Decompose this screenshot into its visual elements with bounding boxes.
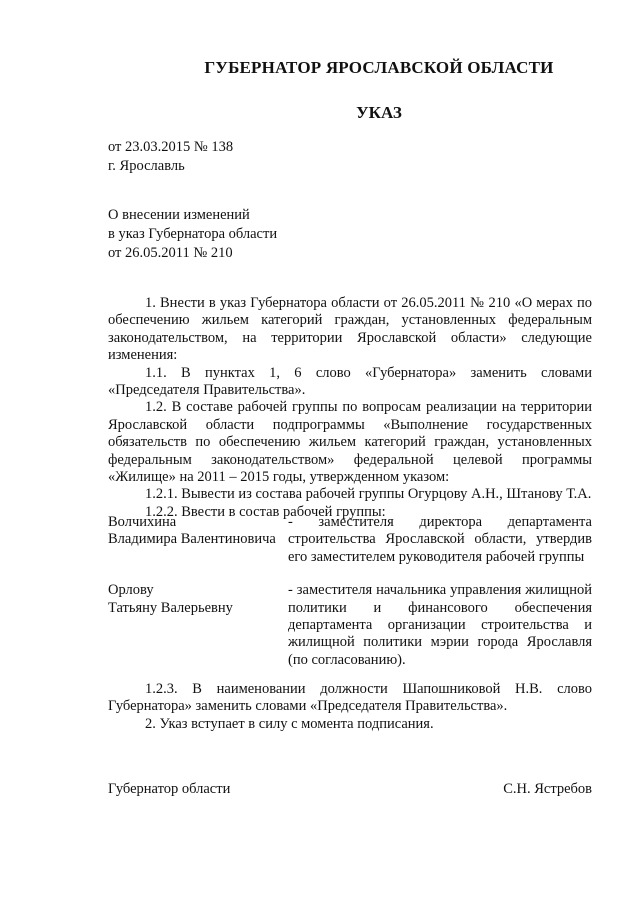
appointee-role: - заместителя начальника управления жилищной политики и финансового обеспечения департамента организации строительства и жилищной политики мэрии города Ярославля (по согласованию). <box>288 582 592 668</box>
appointee-given-names: Владимира Валентиновича <box>108 531 276 548</box>
signature-block <box>108 781 592 798</box>
appointee-role: - заместителя директора департамента строительства Ярославской области, утвердив его заместителем руководителя рабочей группы <box>288 514 592 565</box>
document-meta <box>108 138 233 176</box>
signatory-name: С.Н. Ястребов <box>503 781 592 797</box>
clause-2: 2. Указ вступает в силу с момента подписания. <box>145 715 434 732</box>
clause-1: 1. Внести в указ Губернатора области от 26.05.2011 № 210 «О мерах по обеспечению жильем категорий граждан, установленных федеральным законодательством, на территории Ярославской области» следующие изменения: <box>108 295 592 364</box>
document-subject <box>108 206 277 263</box>
document-body <box>108 295 592 521</box>
appointee-row <box>108 582 592 669</box>
clause-1-2-2: 1.2.2. Ввести в состав рабочей группы: <box>145 503 386 520</box>
place-of-issue: г. Ярославль <box>108 158 185 174</box>
date-and-number: от 23.03.2015 № 138 <box>108 139 234 155</box>
document-closing-clauses <box>108 681 592 733</box>
appointees-list <box>108 514 592 685</box>
document-type: УКАЗ <box>356 103 402 122</box>
appointee-name <box>108 514 288 566</box>
issuing-authority: ГУБЕРНАТОР ЯРОСЛАВСКОЙ ОБЛАСТИ <box>204 58 554 77</box>
clause-1-2-3: 1.2.3. В наименовании должности Шапошниковой Н.В. слово Губернатора» заменить словами «Председателя Правительства». <box>108 681 592 715</box>
subject-line: от 26.05.2011 № 210 <box>108 245 233 261</box>
subject-line: О внесении изменений <box>108 207 250 223</box>
subject-line: в указ Губернатора области <box>108 226 278 242</box>
appointee-name <box>108 582 288 669</box>
appointee-surname: Орлову <box>108 582 154 599</box>
appointee-given-names: Татьяну Валерьевну <box>108 599 233 616</box>
clause-1-2-1: 1.2.1. Вывести из состава рабочей группы Огурцову А.Н., Штанову Т.А. <box>145 486 592 503</box>
clause-1-1: 1.1. В пунктах 1, 6 слово «Губернатора» заменить словами «Председателя Правительства». <box>108 364 592 399</box>
signatory-position: Губернатор области <box>108 781 231 797</box>
appointee-row <box>108 514 592 566</box>
clause-1-2: 1.2. В составе рабочей группы по вопросам реализации на территории Ярославской области подпрограммы «Выполнение государственных обязательств по обеспечению жильем категорий граждан, установленных федеральным законодательством» федеральной целевой программы «Жилище» на 2011 – 2015 годы, утвержденном указом: <box>108 399 592 486</box>
appointee-surname: Волчихина <box>108 514 177 530</box>
